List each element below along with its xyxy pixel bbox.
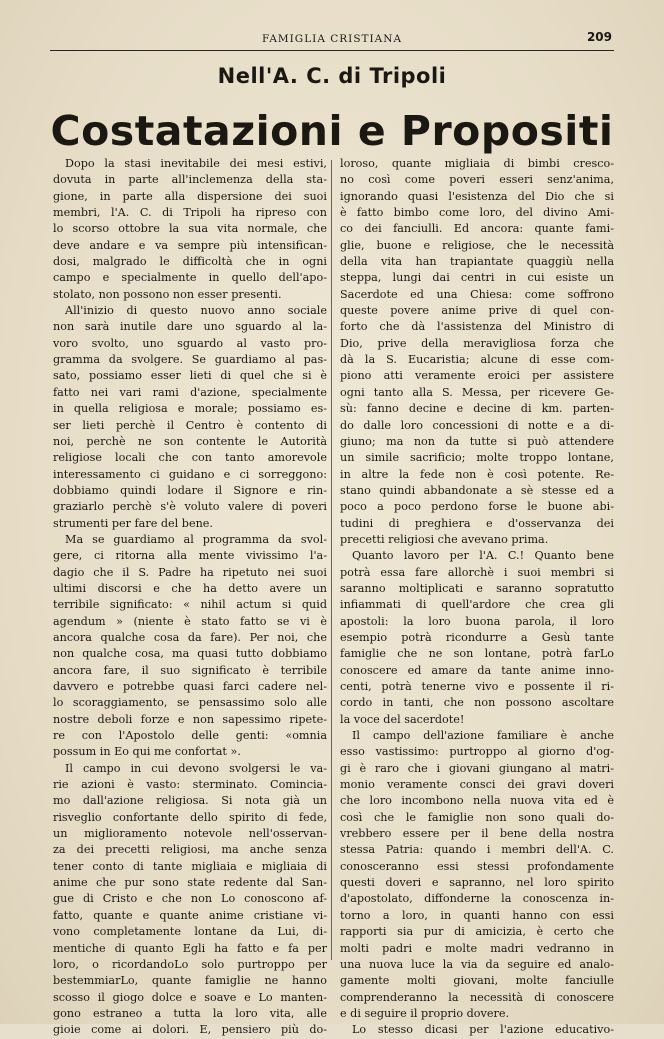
text-line: un simile sacrificio; molte troppo lontane, xyxy=(340,451,614,465)
text-line: in altre la fede non è così potente. Re- xyxy=(340,467,614,481)
text-line: anime che pur sono state redente dal San- xyxy=(53,876,327,890)
text-line: non qualche cosa, ma quasi tutto dobbiamo xyxy=(53,647,327,661)
text-line: esso vastissimo: purtroppo al giorno d'og- xyxy=(340,745,614,759)
text-line: lo scoraggiamento, se pensassimo solo alle xyxy=(53,696,327,710)
text-line: gono estraneo a tutta la loro vita, alle xyxy=(53,1006,327,1020)
page-number: 209 xyxy=(586,30,612,44)
text-line: una nuova luce la via da seguire ed analo- xyxy=(340,957,614,971)
text-line: famiglie che ne son lontane, potrà farLo xyxy=(340,647,614,661)
text-line: risveglio confortante dello spirito di fede, xyxy=(53,810,327,824)
text-line: bestemmiarLo, quante famiglie ne hanno xyxy=(53,974,327,988)
text-line: giuno; ma non da tutte si può attendere xyxy=(340,434,614,448)
text-line: conosceranno essi stessi profondamente xyxy=(340,859,614,873)
text-line: mentiche di quanto Egli ha fatto e fa per xyxy=(53,941,327,955)
text-line: d'apostolato, diffonderne la conoscenza in- xyxy=(340,892,614,906)
text-line: dovuta in parte all'inclemenza della sta- xyxy=(53,173,327,187)
text-line: Quanto lavoro per l'A. C.! Quanto bene xyxy=(352,549,614,563)
text-line: così che le famiglie non sono quali do- xyxy=(340,810,614,824)
text-line: precetti religiosi che avevano prima. xyxy=(340,532,549,546)
text-line: Ma se guardiamo al programma da svol- xyxy=(65,532,327,546)
text-line: cordo in tanti, che non possono ascoltare xyxy=(340,696,614,710)
text-line: Sacerdote ed una Chiesa: come soffrono xyxy=(340,287,614,301)
text-line: religiose locali che con tanto amorevole xyxy=(53,451,327,465)
text-line: infiammati di quell'ardore che crea gli xyxy=(340,598,614,612)
text-line: membri, l'A. C. di Tripoli ha ripreso con xyxy=(53,206,327,220)
running-header xyxy=(0,30,664,50)
text-line: terribile significato: « nihil actum si quid xyxy=(53,598,327,612)
text-line: mo dall'azione religiosa. Si nota già un xyxy=(53,794,327,808)
text-line: molti padri e molte madri vedranno in xyxy=(340,941,614,955)
text-line: potrà essa fare allorchè i suoi membri si xyxy=(340,565,614,579)
text-line: rie azioni è vasto: sterminato. Comincia- xyxy=(53,778,327,792)
header-rule xyxy=(50,50,614,51)
text-line: piono atti veramente eroici per assistere xyxy=(340,369,614,383)
text-line: queste povere anime prive di quel con- xyxy=(340,304,614,318)
running-title: FAMIGLIA CRISTIANA xyxy=(261,33,403,45)
text-line: All'inizio di questo nuovo anno sociale xyxy=(65,304,327,318)
text-line: sù: fanno decine e decine di km. parten- xyxy=(340,402,614,416)
text-line: voro svolto, uno sguardo al vasto pro- xyxy=(53,336,327,350)
text-line: interessamento ci guidano e ci sorreggono: xyxy=(53,467,327,481)
text-line: conoscere ed amare da tante anime inno- xyxy=(340,663,614,677)
text-line: dagio che il S. Padre ha ripetuto nei suoi xyxy=(53,565,327,579)
article-title: Costatazioni e Propositi xyxy=(50,107,614,155)
text-line: gere, ci ritorna alla mente vivissimo l'a- xyxy=(53,549,327,563)
text-column-left xyxy=(53,156,327,1039)
text-line: do dalle loro concessioni di notte e a di- xyxy=(340,418,614,432)
text-line: sato, possiamo esser lieti di quel che si è xyxy=(53,369,327,383)
text-line: fatto, quante e quante anime cristiane vi- xyxy=(53,908,327,922)
text-line: fatto nei vari rami d'azione, specialmente xyxy=(53,385,327,399)
text-line: Dopo la stasi inevitabile dei mesi estivi, xyxy=(65,157,327,170)
text-line: in quella religiosa e morale; possiamo es- xyxy=(53,402,327,416)
text-line: non sarà inutile dare uno sguardo al la- xyxy=(53,320,327,334)
text-line: ultimi discorsi e che ha detto avere un xyxy=(53,581,327,595)
text-line: Il campo dell'azione familiare è anche xyxy=(352,729,614,743)
text-line: Lo stesso dicasi per l'azione educativo- xyxy=(352,1023,614,1037)
text-line: ser lieti perchè il Centro è contento di xyxy=(53,418,327,432)
text-line: stolato, non possono non esser presenti. xyxy=(53,287,282,301)
text-line: che loro incombono nella nuova vita ed è xyxy=(340,794,614,808)
text-line: dà la S. Eucaristia; alcune di esse com- xyxy=(340,353,614,367)
text-line: è fatto bimbo come loro, del divino Ami- xyxy=(340,206,614,220)
text-line: Dio, prive della meravigliosa forza che xyxy=(340,336,614,350)
text-line: Il campo in cui devono svolgersi le va- xyxy=(65,761,327,775)
text-line: re con l'Apostolo delle genti: «omnia xyxy=(53,729,327,743)
text-line: strumenti per fare del bene. xyxy=(53,516,213,530)
text-line: gue di Cristo e che non Lo conoscono af- xyxy=(53,892,327,906)
text-line: dosi, malgrado le difficoltà che in ogni xyxy=(53,255,327,269)
text-line: dobbiamo quindi lodare il Signore e rin- xyxy=(53,483,327,497)
text-line: tudini di preghiera e d'osservanza dei xyxy=(340,516,614,530)
text-line: comprenderanno la necessità di conoscere xyxy=(340,990,614,1004)
text-line: la voce del sacerdote! xyxy=(340,712,465,726)
text-line: saranno moltiplicati e saranno sopratutto xyxy=(340,581,614,595)
text-line: graziarlo perchè s'è voluto valere di poveri xyxy=(53,500,327,514)
text-line: ignorando quasi l'esistenza del Dio che si xyxy=(340,189,614,203)
text-line: un miglioramento notevole nell'osservan- xyxy=(53,827,327,841)
text-line: vrebbero essere per il bene della nostra xyxy=(340,827,614,841)
text-line: no così come poveri esseri senz'anima, xyxy=(340,173,614,187)
text-line: gione, in parte alla dispersione dei suoi xyxy=(53,189,327,203)
text-line: davvero e potrebbe quasi farci cadere nel- xyxy=(53,680,327,693)
text-line: ogni tanto alla S. Messa, per ricevere Ge- xyxy=(340,385,614,399)
text-line: questi doveri e sapranno, nel loro spirito xyxy=(340,876,614,890)
text-line: glie, buone e religiose, che le necessità xyxy=(340,238,614,252)
text-line: poco a poco perdono forse le buone abi- xyxy=(340,500,614,514)
text-line: scosso il giogo dolce e soave e Lo manten- xyxy=(53,990,327,1004)
text-line: gramma da svolgere. Se guardiamo al pas- xyxy=(53,353,327,367)
text-line: stessa Patria: quando i membri dell'A. C. xyxy=(340,843,614,857)
text-line: apostoli: la loro buona parola, il loro xyxy=(340,614,614,628)
text-line: campo e specialmente in quello dell'apo- xyxy=(53,271,327,285)
text-line: della vita han trapiantate quaggiù nella xyxy=(340,255,614,269)
text-line: vono completamente lontane da Lui, di- xyxy=(53,925,327,939)
text-line: lo scorso ottobre la sua vita normale, che xyxy=(53,222,327,236)
text-line: za dei precetti religiosi, ma anche senza xyxy=(53,843,327,857)
text-line: nostre deboli forze e non sapessimo ripete- xyxy=(53,712,327,726)
text-line: loro, o ricordandoLo solo purtroppo per xyxy=(53,957,327,971)
text-line: tener conto di tante migliaia e migliaia di xyxy=(53,859,327,873)
text-line: gamente molti giovani, molte fanciulle xyxy=(340,974,614,988)
text-line: rapporti sia pur di amicizia, è certo che xyxy=(340,925,614,939)
text-line: co dei fanciulli. Ed ancora: quante fami- xyxy=(340,222,614,236)
column-divider xyxy=(331,160,332,960)
text-line: steppa, lungi dai centri in cui esiste un xyxy=(340,271,614,285)
text-line: esempio potrà ricondurre a Gesù tante xyxy=(340,630,614,644)
text-line: stano quindi abbandonate a sè stesse ed a xyxy=(340,483,614,497)
text-line: possum in Eo qui me confortat ». xyxy=(53,745,241,759)
text-line: ancora fare, il suo significato è terribile xyxy=(53,663,327,677)
text-line: gi è raro che i giovani giungano al matri- xyxy=(340,761,614,775)
text-line: e di seguire il proprio dovere. xyxy=(340,1006,510,1020)
text-line: gioie come ai dolori. E, pensiero più do- xyxy=(53,1023,327,1037)
text-line: agendum » (niente è stato fatto se vi è xyxy=(53,614,327,628)
article-subtitle: Nell'A. C. di Tripoli xyxy=(217,64,447,88)
text-line: forto che dà l'assistenza del Ministro di xyxy=(340,320,614,334)
text-line: torno a loro, in quanti hanno con essi xyxy=(340,908,614,922)
text-line: noi, perchè ne son contente le Autorità xyxy=(53,434,327,448)
text-column-right xyxy=(340,156,614,1039)
text-line: loroso, quante migliaia di bimbi cresco- xyxy=(340,157,614,170)
text-line: deve andare e va sempre più intensifican- xyxy=(53,238,327,252)
text-line: monio veramente consci dei gravi doveri xyxy=(340,778,614,792)
text-line: ancora qualche cosa da fare). Per noi, che xyxy=(53,630,327,644)
text-line: centi, potrà tenerne vivo e possente il ri- xyxy=(340,680,614,693)
